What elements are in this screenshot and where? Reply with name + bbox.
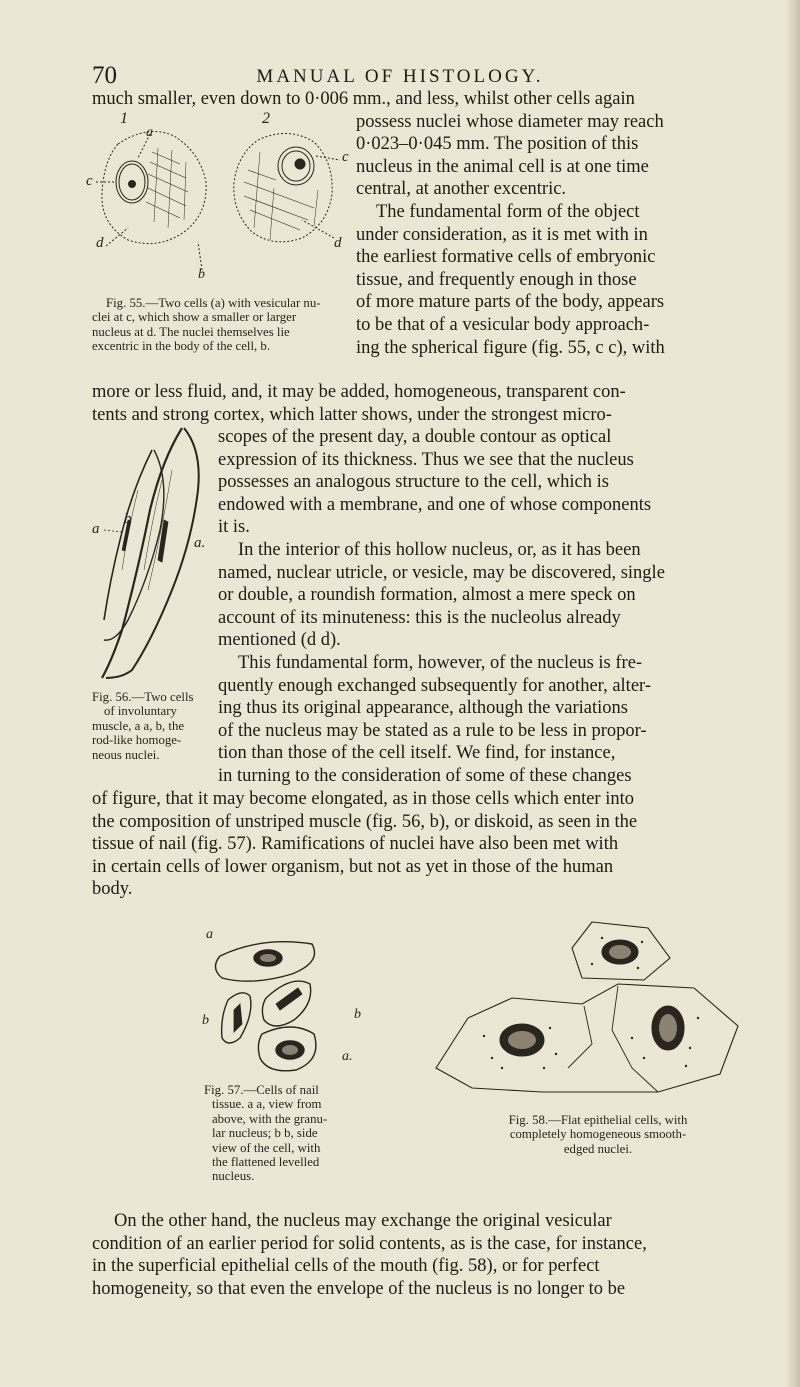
fig56-label-a-left: a — [92, 521, 100, 537]
page-edge-shadow — [786, 0, 800, 1387]
fig56-label-a-right: a. — [194, 535, 206, 551]
running-head: MANUAL OF HISTOLOGY. — [256, 66, 544, 87]
text-line: 0·023–0·045 mm. The position of this — [356, 134, 639, 155]
text-line: On the other hand, the nucleus may exchange the original vesicular — [114, 1211, 612, 1231]
text-line: condition of an earlier period for solid contents, as is the case, for instance, — [92, 1233, 647, 1254]
fig58-illustration — [432, 918, 744, 1098]
paragraph-1-right-of-fig55 — [356, 111, 772, 360]
text-line: under consideration, as it is met with in — [356, 224, 648, 245]
text-line: or double, a roundish formation, almost a mere speck on — [218, 585, 636, 606]
caption-line: excentric in the body of the cell, b. — [92, 339, 271, 354]
text-line: The fundamental form of the object — [376, 201, 640, 222]
text-line: possesses an analogous structure to the cell, which is — [218, 472, 609, 493]
caption-line: Fig. 55.—Two cells (a) with vesicular nu- — [106, 296, 321, 310]
text-line: possess nuclei whose diameter may reach — [356, 111, 664, 132]
text-line: central, at another excentric. — [356, 179, 567, 200]
fig55-label-d-left: d — [96, 235, 104, 251]
caption-line: Fig. 57.—Cells of nail — [204, 1083, 319, 1097]
fig56-label-b: b — [124, 511, 132, 527]
text-line: of more mature parts of the body, appears — [356, 292, 665, 313]
fig57-label-a-bottom: a. — [342, 1049, 353, 1064]
text-line: the earliest formative cells of embryonic — [356, 247, 656, 268]
text-line: This fundamental form, however, of the nucleus is fre- — [238, 652, 643, 673]
caption-line: lar nucleus; b b, side — [212, 1126, 318, 1141]
caption-line: nucleus. — [212, 1169, 255, 1184]
text-line: scopes of the present day, a double contour as optical — [218, 427, 612, 447]
fig55-label-c-left: c — [86, 173, 93, 189]
fig57-illustration — [202, 934, 352, 1074]
text-line: expression of its thickness. Thus we see that the nucleus — [218, 449, 634, 470]
text-line: nucleus in the animal cell is at one time — [356, 156, 649, 177]
text-line: named, nuclear utricle, or vesicle, may be discovered, single — [218, 562, 665, 583]
fig55-label-d-right: d — [334, 235, 342, 251]
text-line: of figure, that it may become elongated, as in those cells which enter into — [92, 789, 634, 809]
fig55-label-2: 2 — [262, 110, 270, 127]
fig55-illustration — [88, 112, 352, 287]
caption-line: view of the cell, with — [212, 1140, 321, 1155]
caption-line: rod-like homoge- — [92, 733, 182, 748]
fig55-caption — [92, 296, 354, 354]
text-line: more or less fluid, and, it may be added, homogeneous, transparent con- — [92, 382, 626, 402]
text-line: tents and strong cortex, which latter shows, under the strongest micro- — [92, 404, 612, 425]
text-line: of the nucleus may be stated as a rule to be less in propor- — [218, 720, 647, 741]
fig58-caption — [452, 1113, 744, 1156]
caption-line: completely homogeneous smooth- — [509, 1127, 687, 1142]
text-line: tion than those of the cell itself. We find, for instance, — [218, 743, 616, 764]
text-line: much smaller, even down to 0·006 mm., and less, whilst other cells again — [92, 89, 635, 109]
caption-line: the flattened levelled — [212, 1155, 320, 1170]
paragraph-1-right-of-fig56 — [218, 426, 772, 539]
caption-line: muscle, a a, b, the — [92, 718, 185, 733]
text-line: In the interior of this hollow nucleus, or, as it has been — [238, 540, 641, 560]
paragraph-1-top — [92, 88, 772, 111]
text-line: in certain cells of lower organism, but not as yet in those of the human — [92, 856, 614, 877]
text-line: to be that of a vesicular body approach- — [356, 314, 650, 335]
fig57-label-b-left: b — [202, 1013, 209, 1028]
text-line: in the superficial epithelial cells of the mouth (fig. 58), or for perfect — [92, 1256, 600, 1277]
text-line: the composition of unstriped muscle (fig. 56, b), or diskoid, as seen in the — [92, 811, 638, 832]
text-line: tissue, and frequently enough in those — [356, 269, 637, 290]
fig57-label-a-top: a — [206, 927, 213, 942]
text-line: tissue of nail (fig. 57). Ramifications of nuclei have also been met with — [92, 834, 619, 855]
fig57-label-b-right: b — [354, 1007, 361, 1022]
caption-line: tissue. a a, view from — [212, 1097, 322, 1112]
text-line: quently enough exchanged subsequently for another, alter- — [218, 675, 651, 696]
page-number: 70 — [92, 62, 117, 89]
caption-line: nucleus at d. The nuclei themselves lie — [92, 324, 290, 339]
fig55-label-1: 1 — [120, 110, 128, 127]
text-line: ing thus its original appearance, although the variations — [218, 698, 628, 719]
caption-line: edged nuclei. — [563, 1141, 633, 1156]
fig57-caption — [204, 1083, 364, 1184]
fig55-label-a: a — [146, 125, 153, 140]
text-line: in turning to the consideration of some of these changes — [218, 765, 632, 786]
text-line: mentioned (d d). — [218, 630, 341, 651]
paragraph-2-right-of-fig56 — [218, 539, 772, 788]
caption-line: of involuntary — [104, 704, 177, 719]
caption-line: Fig. 56.—Two cells — [92, 690, 194, 704]
text-line: homogeneity, so that even the envelope of the nucleus is no longer to be — [92, 1278, 626, 1299]
text-line: it is. — [218, 517, 250, 538]
paragraph-3 — [92, 1210, 772, 1300]
caption-line: Fig. 58.—Flat epithelial cells, with — [508, 1113, 688, 1127]
fig55-label-b: b — [198, 267, 205, 282]
text-line: ing the spherical figure (fig. 55, c c), with — [356, 337, 665, 358]
text-line: endowed with a membrane, and one of whose components — [218, 494, 652, 515]
fig56-caption — [92, 690, 216, 762]
caption-line: neous nuclei. — [92, 747, 160, 762]
caption-line: above, with the granu- — [212, 1111, 328, 1126]
paragraph-2-full-width — [92, 788, 772, 901]
fig55-label-c-right: c — [342, 149, 349, 165]
text-line: body. — [92, 879, 133, 900]
caption-line: clei at c, which show a smaller or larger — [92, 310, 297, 325]
text-line: account of its minuteness: this is the nucleolus already — [218, 607, 621, 628]
